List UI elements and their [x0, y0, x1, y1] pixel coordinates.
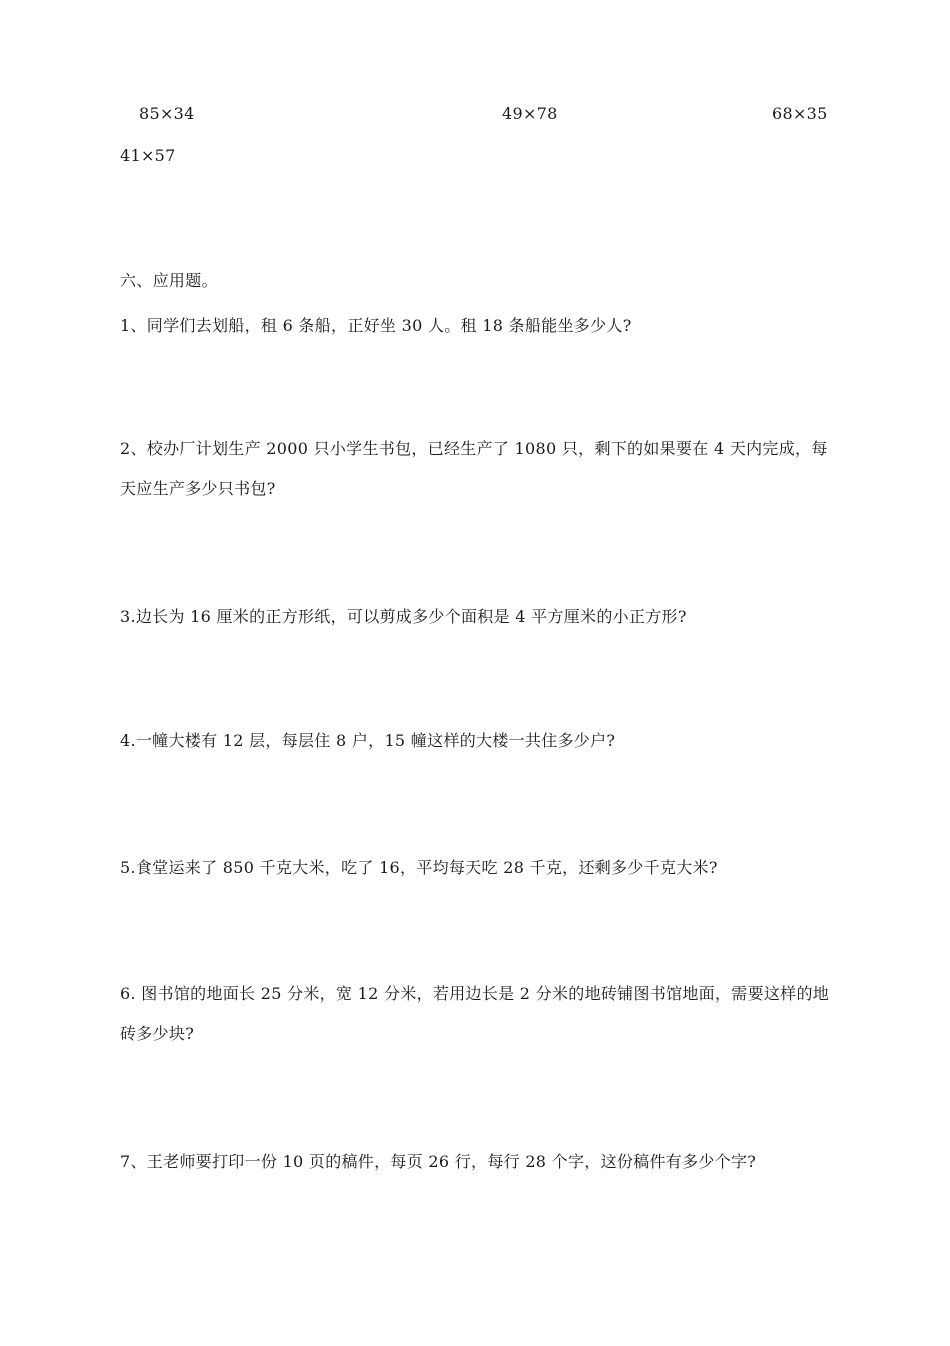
calc-item-2: 49×78 — [502, 104, 558, 123]
problem-3: 3.边长为 16 厘米的正方形纸，可以剪成多少个面积是 4 平方厘米的小正方形? — [120, 607, 687, 626]
problem-5: 5.食堂运来了 850 千克大米，吃了 16，平均每天吃 28 千克，还剩多少千克大米? — [120, 858, 718, 877]
problem-7: 7、王老师要打印一份 10 页的稿件，每页 26 行，每行 28 个字，这份稿件有多少个字? — [120, 1152, 757, 1171]
problem-6: 6. 图书馆的地面长 25 分米，宽 12 分米，若用边长是 2 分米的地砖铺图书馆地面，需要这样的地砖多少块? — [120, 984, 830, 1043]
problem-4: 4.一幢大楼有 12 层，每层住 8 户，15 幢这样的大楼一共住多少户? — [120, 731, 616, 750]
section-heading: 六、应用题。 — [120, 271, 218, 290]
calc-item-3: 68×35 — [772, 104, 828, 123]
problem-1: 1、同学们去划船，租 6 条船，正好坐 30 人。租 18 条船能坐多少人? — [120, 316, 632, 335]
calc-item-4: 41×57 — [120, 146, 176, 165]
problem-2: 2、校办厂计划生产 2000 只小学生书包，已经生产了 1080 只，剩下的如果要在 4 天内完成，每天应生产多少只书包? — [120, 439, 828, 498]
calc-item-1: 85×34 — [139, 104, 195, 123]
